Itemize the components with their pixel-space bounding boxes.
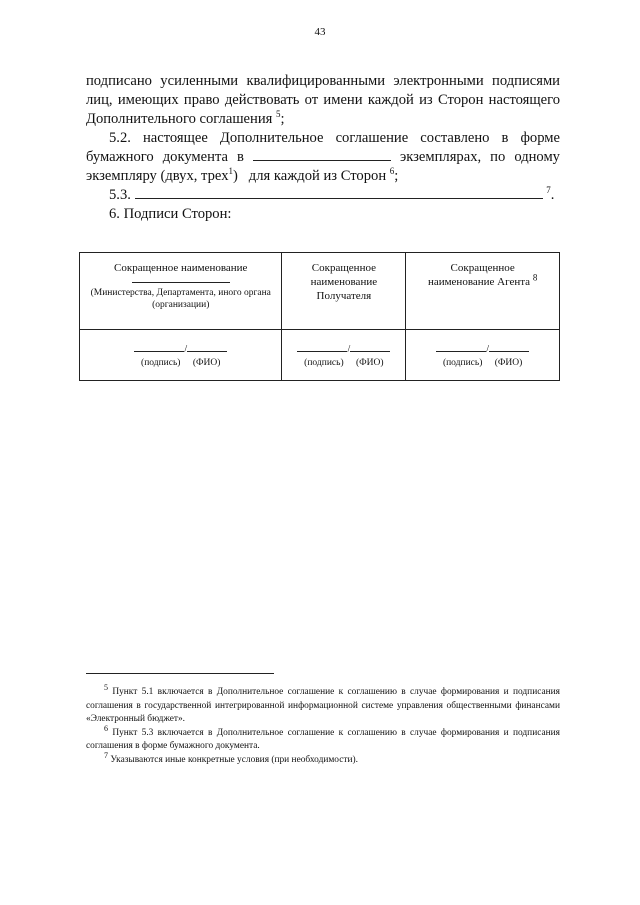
name-blank <box>350 342 390 352</box>
ministry-sign-cell <box>80 330 282 381</box>
signatures-header-row <box>80 253 560 330</box>
recipient-sign-line <box>282 342 405 355</box>
name-label: (ФИО) <box>494 358 523 368</box>
name-label: (ФИО) <box>356 358 384 368</box>
footnote-6 <box>86 723 560 754</box>
agent-sign-caption <box>406 358 559 368</box>
name-label: (ФИО) <box>192 358 221 368</box>
ministry-name-line <box>132 281 230 283</box>
recipient-sign-caption <box>282 358 405 368</box>
signatures-sign-row <box>80 330 560 381</box>
agent-title <box>406 261 559 289</box>
footnote-ref-5: 5 <box>276 109 281 120</box>
signature-label: (подпись) <box>442 358 483 368</box>
sign-separator: / <box>486 344 490 355</box>
body-text <box>86 72 560 224</box>
agent-title-text: Сокращенное наименование Агента <box>427 262 531 288</box>
footnote-7-mark: 7 <box>104 750 108 760</box>
ministry-subtitle: (Министерства, Департамента, иного органа (организации) <box>90 288 271 310</box>
signature-label: (подпись) <box>304 358 344 368</box>
recipient-cell <box>282 253 406 330</box>
paragraph-5-3-end: . <box>550 187 555 203</box>
footnote-ref-6: 6 <box>389 166 395 177</box>
footnote-ref-1: 1 <box>228 166 233 177</box>
footnote-7 <box>86 750 560 768</box>
paragraph-signing-text: подписано усиленными квалифицированными электронными подписями лиц, имеющих право действовать от имени каждой из Сторон настоящего Дополнительного соглашения <box>86 73 560 127</box>
agent-cell <box>406 253 560 330</box>
paragraph-5-2-mid2: ) для каждой из Сторон <box>233 168 387 184</box>
signature-label: (подпись) <box>141 358 181 368</box>
ministry-sign-line <box>80 342 281 355</box>
signature-blank <box>297 342 347 352</box>
footnote-5-mark: 5 <box>104 682 108 692</box>
footnotes <box>86 682 560 767</box>
ministry-sign-caption <box>80 358 281 368</box>
sign-separator: / <box>184 344 188 355</box>
signatures-table <box>79 252 560 381</box>
paragraph-signing <box>86 72 560 129</box>
recipient-sign-cell <box>282 330 406 381</box>
footnote-6-text: Пункт 5.3 включается в Дополнительное соглашение к соглашению в случае формирования и подписания соглашения в форме бумажного документа. <box>86 727 560 751</box>
signature-blank <box>436 342 486 352</box>
ministry-cell <box>80 253 282 330</box>
ministry-title: Сокращенное наименование <box>114 262 248 274</box>
footnote-6-mark: 6 <box>104 723 108 733</box>
sign-separator: / <box>347 344 351 355</box>
footnote-separator <box>86 673 274 674</box>
footnote-5-text: Пункт 5.1 включается в Дополнительное соглашение к соглашению в случае формирования и подписания соглашения в государственной интегрированной информационной системе управления общественными финансами «Электронный бюджет». <box>86 687 560 724</box>
paragraph-5-2-start: 5.2. настоящее Дополнительное соглашение составлено в форме бумажного документа в <box>86 130 560 165</box>
footnote-ref-8: 8 <box>532 272 538 283</box>
footnote-ref-7: 7 <box>546 185 551 196</box>
footnote-5 <box>86 682 560 727</box>
paragraph-5-2-mid: экземплярах, по одному экземпляру (двух, трех <box>86 149 560 184</box>
paragraph-6: 6. Подписи Сторон: <box>109 206 232 222</box>
paragraph-5-3 <box>86 186 560 205</box>
paragraph-5-2-end: ; <box>394 168 399 184</box>
name-blank <box>489 342 529 352</box>
agent-sign-cell <box>406 330 560 381</box>
paragraph-signing-end: ; <box>280 111 285 127</box>
name-blank <box>187 342 227 352</box>
other-conditions-blank <box>135 186 543 199</box>
footnote-7-text: Указываются иные конкретные условия (при необходимости). <box>110 754 358 765</box>
paragraph-5-3-start: 5.3. <box>109 187 131 203</box>
agent-sign-line <box>406 342 559 355</box>
copies-count-blank <box>253 148 391 161</box>
page-number: 43 <box>314 26 326 38</box>
recipient-title: Сокращенное наименование Получателя <box>310 262 378 302</box>
signature-blank <box>134 342 184 352</box>
paragraph-5-2 <box>86 129 560 186</box>
